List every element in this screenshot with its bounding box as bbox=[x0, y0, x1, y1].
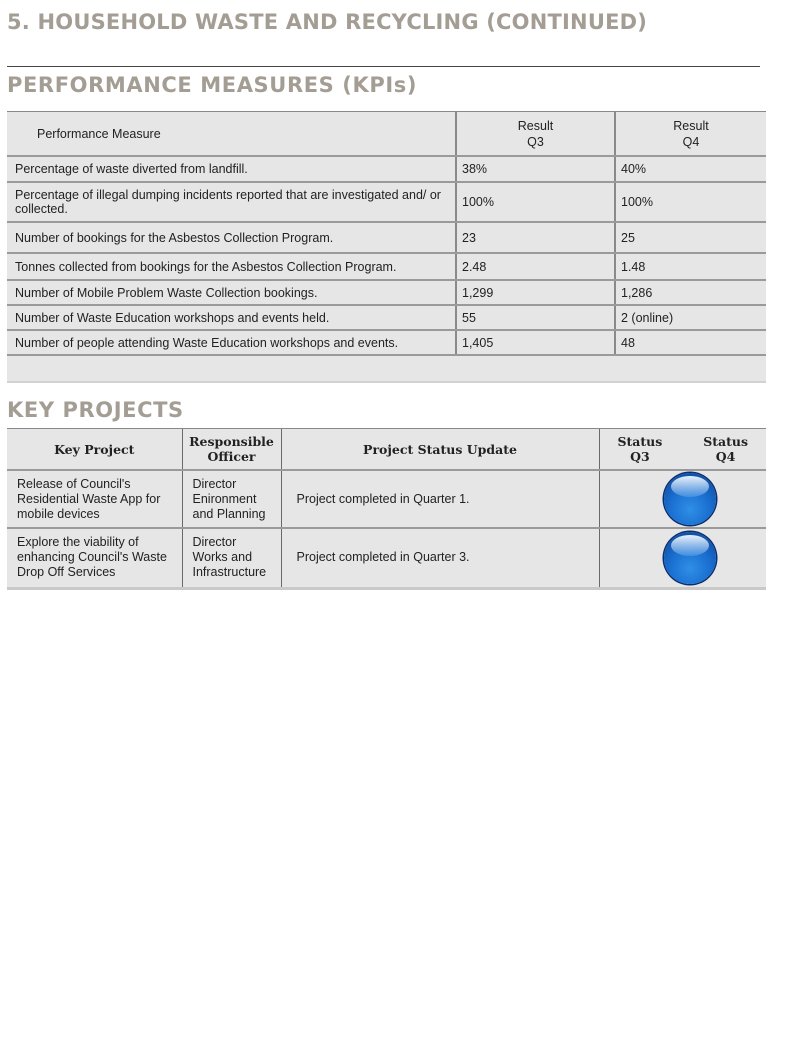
kpi-q4-value: 100% bbox=[615, 182, 766, 222]
kpi-measure: Tonnes collected from bookings for the Asbestos Collection Program. bbox=[7, 253, 456, 280]
project-name-line: Release of Council's bbox=[17, 476, 131, 491]
title-divider bbox=[7, 66, 760, 67]
kpi-row bbox=[7, 182, 766, 222]
kpi-header-row bbox=[7, 112, 766, 157]
project-name-line: Drop Off Services bbox=[17, 565, 116, 580]
project-name-line: mobile devices bbox=[17, 506, 100, 521]
status-q3-line1: Status bbox=[617, 434, 663, 449]
project-status-update: Project completed in Quarter 1. bbox=[281, 470, 599, 528]
project-name-line: Residential Waste App for bbox=[17, 491, 161, 506]
kpi-q4-value: 48 bbox=[615, 330, 766, 355]
kpi-blank-row bbox=[7, 355, 766, 382]
kpi-q3-value: 55 bbox=[456, 305, 615, 330]
project-status-update: Project completed in Quarter 3. bbox=[281, 528, 599, 588]
project-row bbox=[7, 470, 766, 528]
kpi-header-q4-line1: Result bbox=[673, 118, 709, 133]
kpi-measure: Number of Mobile Problem Waste Collection bookings. bbox=[7, 280, 456, 305]
projects-header-row bbox=[7, 429, 766, 471]
kpi-row bbox=[7, 330, 766, 355]
projects-heading: KEY PROJECTS bbox=[7, 398, 184, 422]
blue-orb-icon bbox=[664, 532, 716, 584]
kpi-header-q4 bbox=[615, 112, 766, 157]
kpi-measure: Number of Waste Education workshops and events held. bbox=[7, 305, 456, 330]
project-officer bbox=[182, 470, 281, 528]
project-name bbox=[7, 528, 182, 588]
kpi-row bbox=[7, 280, 766, 305]
kpi-row bbox=[7, 222, 766, 253]
projects-header-status-q4 bbox=[703, 434, 748, 464]
kpi-measure: Percentage of illegal dumping incidents reported that are investigated and/ or collected. bbox=[7, 182, 456, 222]
projects-header-project: Key Project bbox=[7, 429, 182, 471]
projects-header-status bbox=[599, 429, 766, 471]
project-name bbox=[7, 470, 182, 528]
project-officer bbox=[182, 528, 281, 588]
status-q4-line1: Status bbox=[703, 434, 748, 449]
project-officer-line: Enironment bbox=[192, 491, 257, 506]
status-q4-line2: Q4 bbox=[715, 449, 736, 464]
project-officer-line: Works and bbox=[192, 550, 253, 565]
kpi-table bbox=[7, 111, 766, 383]
projects-header-officer bbox=[182, 429, 281, 471]
project-name-line: Explore the viability of bbox=[17, 535, 139, 550]
kpi-row bbox=[7, 253, 766, 280]
project-name-line: enhancing Council's Waste bbox=[17, 550, 167, 565]
project-officer-line: Infrastructure bbox=[192, 565, 267, 580]
projects-table bbox=[7, 428, 766, 590]
kpi-header-q3-line2: Q3 bbox=[527, 134, 544, 149]
kpi-row bbox=[7, 156, 766, 182]
kpi-measure: Percentage of waste diverted from landfill. bbox=[7, 156, 456, 182]
kpi-heading: PERFORMANCE MEASURES (KPIs) bbox=[7, 73, 418, 97]
page-title: 5. HOUSEHOLD WASTE AND RECYCLING (CONTINUED) bbox=[7, 10, 648, 34]
kpi-q3-value: 1,405 bbox=[456, 330, 615, 355]
project-officer-line: and Planning bbox=[192, 506, 266, 521]
kpi-header-q3-line1: Result bbox=[517, 118, 554, 133]
kpi-q4-value: 25 bbox=[615, 222, 766, 253]
kpi-q4-value: 40% bbox=[615, 156, 766, 182]
projects-header-update: Project Status Update bbox=[281, 429, 599, 471]
kpi-q4-value: 1.48 bbox=[615, 253, 766, 280]
kpi-measure: Number of people attending Waste Education workshops and events. bbox=[7, 330, 456, 355]
kpi-header-q4-line2: Q4 bbox=[682, 134, 700, 149]
kpi-q4-value: 2 (online) bbox=[615, 305, 766, 330]
kpi-header-measure: Performance Measure bbox=[7, 112, 456, 157]
projects-header-officer-line1: Responsible bbox=[189, 434, 274, 449]
project-status-cell bbox=[599, 528, 766, 588]
project-status-cell bbox=[599, 470, 766, 528]
kpi-q3-value: 2.48 bbox=[456, 253, 615, 280]
kpi-measure: Number of bookings for the Asbestos Collection Program. bbox=[7, 222, 456, 253]
project-officer-line: Director bbox=[192, 476, 237, 491]
kpi-blank-cell bbox=[7, 355, 766, 382]
blue-orb-icon bbox=[664, 473, 716, 525]
kpi-row bbox=[7, 305, 766, 330]
kpi-q3-value: 23 bbox=[456, 222, 615, 253]
kpi-q4-value: 1,286 bbox=[615, 280, 766, 305]
kpi-header-q3 bbox=[456, 112, 615, 157]
projects-header-officer-line2: Officer bbox=[207, 449, 256, 464]
kpi-q3-value: 1,299 bbox=[456, 280, 615, 305]
status-q3-line2: Q3 bbox=[630, 449, 650, 464]
kpi-q3-value: 38% bbox=[456, 156, 615, 182]
projects-header-status-q3 bbox=[618, 434, 663, 464]
project-officer-line: Director bbox=[192, 535, 237, 550]
kpi-q3-value: 100% bbox=[456, 182, 615, 222]
project-row bbox=[7, 528, 766, 588]
